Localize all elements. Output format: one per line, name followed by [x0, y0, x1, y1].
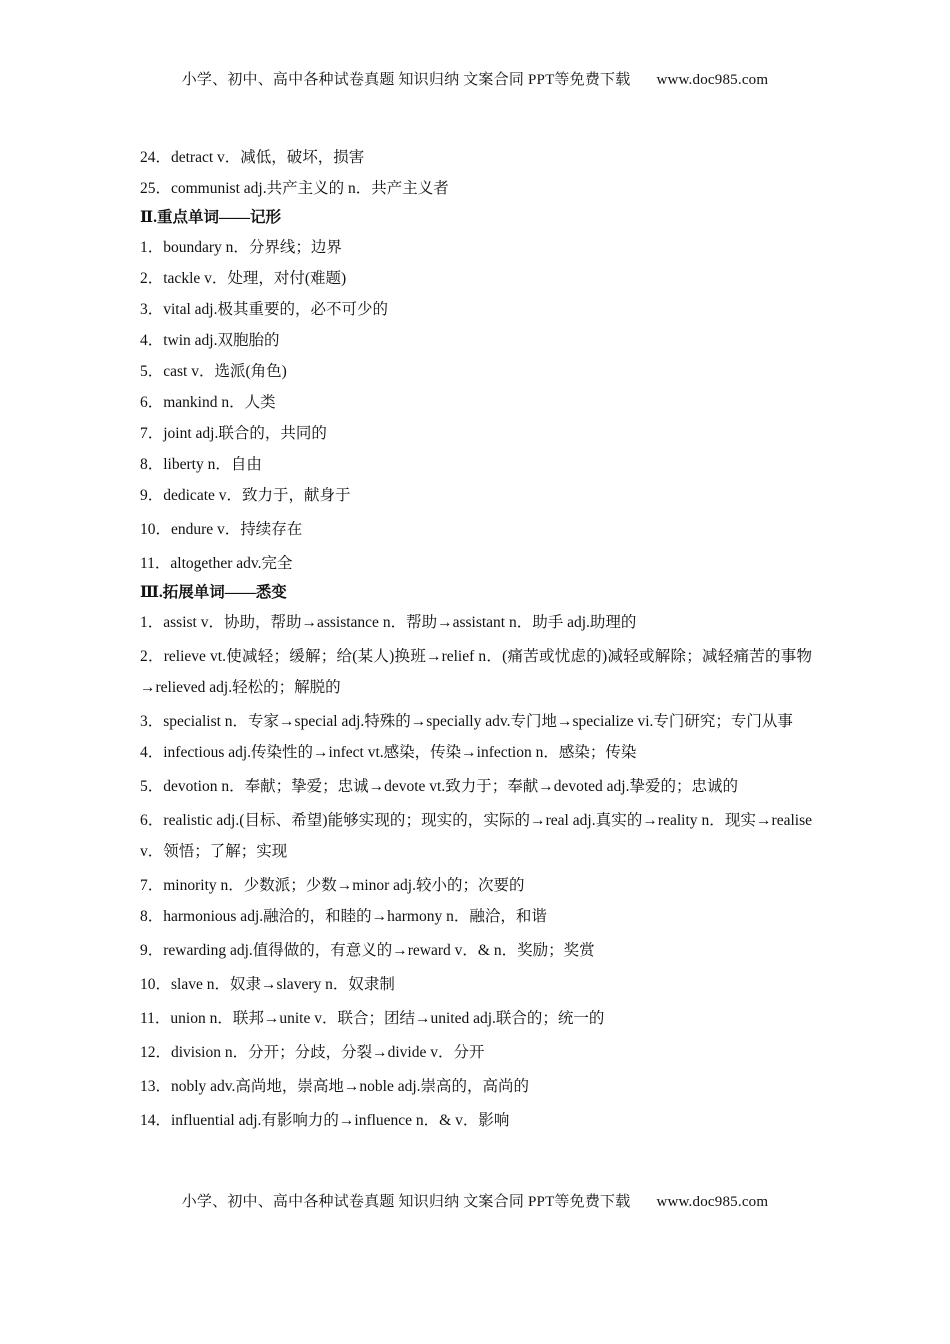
vocab-item: 13．nobly adv.高尚地，崇高地→noble adj.崇高的，高尚的 [140, 1078, 530, 1095]
vocab-item: 5．cast v．选派(角色) [140, 363, 287, 380]
footer-site: www.doc985.com [656, 1194, 769, 1210]
vocab-item: 25．communist adj.共产主义的 n．共产主义者 [140, 180, 449, 197]
vocab-item: 9．rewarding adj.值得做的，有意义的→reward v．& n．奖励；奖赏 [140, 942, 595, 959]
vocab-item: 8．harmonious adj.融洽的，和睦的→harmony n．融洽，和谐 [140, 908, 547, 925]
vocab-item: 14．influential adj.有影响力的→influence n．& v．影响 [140, 1112, 510, 1129]
vocab-item: 9．dedicate v．致力于，献身于 [140, 487, 351, 504]
page-footer [0, 1190, 950, 1211]
vocab-item: 12．division n．分开；分歧，分裂→divide v．分开 [140, 1044, 485, 1061]
vocab-item: 10．slave n．奴隶→slavery n．奴隶制 [140, 976, 395, 993]
section-heading: Ⅲ.拓展单词——悉变 [140, 584, 287, 601]
vocab-item: 5．devotion n．奉献；挚爱；忠诚→devote vt.致力于；奉献→devoted adj.挚爱的；忠诚的 [140, 778, 738, 795]
vocab-item: 4．twin adj.双胞胎的 [140, 332, 280, 349]
vocab-item: 11．altogether adv.完全 [140, 555, 293, 572]
vocab-item: 24．detract v．减低，破坏，损害 [140, 149, 365, 166]
header-site: www.doc985.com [656, 72, 769, 88]
vocab-item: 3．specialist n．专家→special adj.特殊的→specially adv.专门地→specialize vi.专门研究；专门从事 [140, 713, 793, 730]
vocab-item: 2．tackle v．处理，对付(难题) [140, 270, 347, 287]
vocab-item: 3．vital adj.极其重要的，必不可少的 [140, 301, 388, 318]
vocab-item: 6．realistic adj.(目标、希望)能够实现的；现实的，实际的→real adj.真实的→reality n．现实→realise v．领悟；了解；实现 [140, 812, 812, 860]
vocab-item: 1．boundary n．分界线；边界 [140, 239, 342, 256]
vocab-item: 2．relieve vt.使减轻；缓解；给(某人)换班→relief n．(痛苦或忧虑的)减轻或解除；减轻痛苦的事物→relieved adj.轻松的；解脱的 [140, 648, 812, 696]
section-heading: Ⅱ.重点单词——记形 [140, 209, 281, 226]
header-text: 小学、初中、高中各种试卷真题 知识归纳 文案合同 PPT等免费下载 [181, 72, 631, 88]
vocabulary-content [140, 142, 812, 1136]
vocab-item: 4．infectious adj.传染性的→infect vt.感染，传染→infection n．感染；传染 [140, 744, 637, 761]
vocab-item: 10．endure v．持续存在 [140, 521, 303, 538]
vocab-item: 8．liberty n．自由 [140, 456, 262, 473]
vocab-item: 7．joint adj.联合的，共同的 [140, 425, 327, 442]
vocab-item: 7．minority n．少数派；少数→minor adj.较小的；次要的 [140, 877, 525, 894]
vocab-item: 1．assist v．协助，帮助→assistance n．帮助→assistant n．助手 adj.助理的 [140, 614, 637, 631]
vocab-item: 11．union n．联邦→unite v．联合；团结→united adj.联合的；统一的 [140, 1010, 605, 1027]
vocab-item: 6．mankind n．人类 [140, 394, 276, 411]
page-header [0, 68, 950, 89]
footer-text: 小学、初中、高中各种试卷真题 知识归纳 文案合同 PPT等免费下载 [181, 1194, 631, 1210]
